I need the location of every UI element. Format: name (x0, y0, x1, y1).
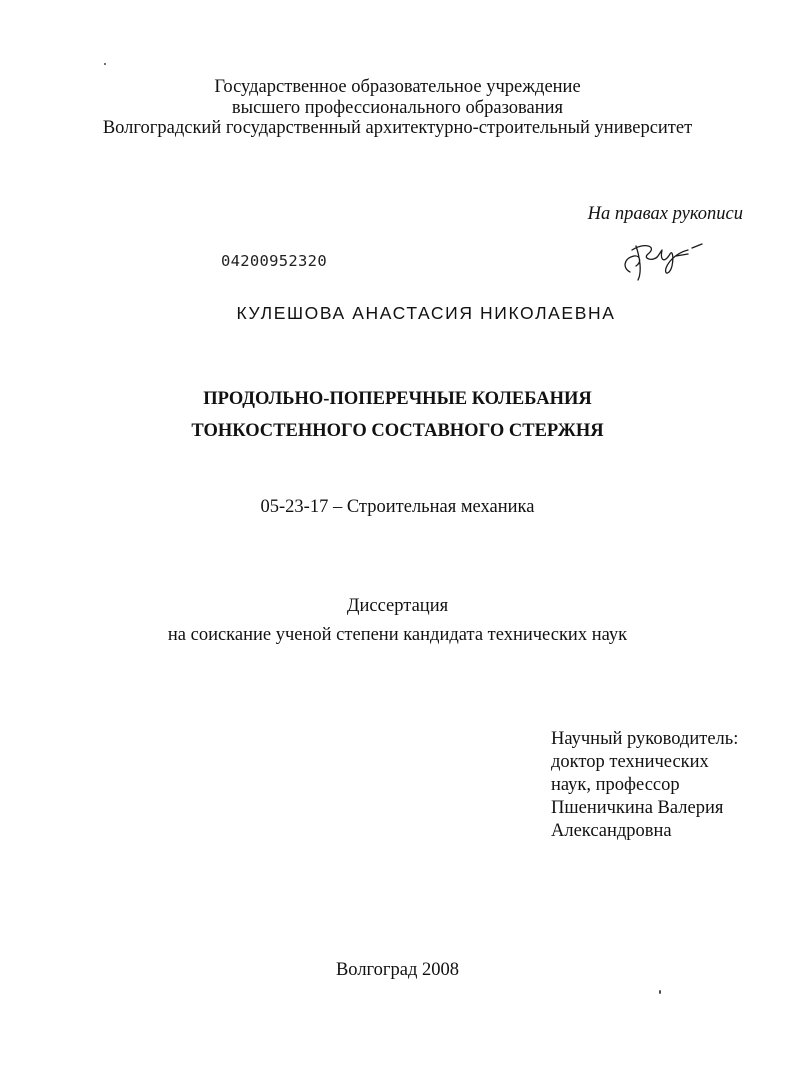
inventory-number: 04200952320 (221, 252, 327, 270)
city-year: Волгоград 2008 (335, 960, 460, 980)
document-type-line-2: на соискание ученой степени кандидата технических наук (167, 625, 628, 645)
supervisor-line-4: Пшеничкина Валерия (551, 798, 724, 818)
specialty: 05-23-17 – Строительная механика (260, 497, 535, 517)
supervisor-line-1: Научный руководитель: (551, 729, 739, 749)
manuscript-note: На правах рукописи (587, 204, 743, 224)
title-line-2: ТОНКОСТЕННОГО СОСТАВНОГО СТЕРЖНЯ (191, 421, 604, 441)
scan-speck (104, 63, 106, 65)
signature-icon (618, 232, 710, 282)
document-type (0, 592, 795, 650)
title-line-1: ПРОДОЛЬНО-ПОПЕРЕЧНЫЕ КОЛЕБАНИЯ (203, 389, 592, 409)
institution-line-2: высшего профессионального образования (231, 97, 564, 118)
institution-header (0, 77, 795, 139)
supervisor-block (551, 728, 738, 843)
institution-line-1: Государственное образовательное учреждение (214, 77, 581, 97)
dissertation-title (0, 383, 795, 447)
supervisor-line-5: Александровна (551, 821, 672, 841)
institution-line-3: Волгоградский государственный архитектурно-строительный университет (102, 118, 693, 138)
author-name: КУЛЕШОВА АНАСТАСИЯ НИКОЛАЕВНА (236, 303, 616, 323)
supervisor-line-3: наук, профессор (551, 775, 680, 795)
scan-speck (659, 990, 661, 994)
supervisor-line-2: доктор технических (551, 752, 709, 772)
document-type-line-1: Диссертация (346, 596, 449, 616)
